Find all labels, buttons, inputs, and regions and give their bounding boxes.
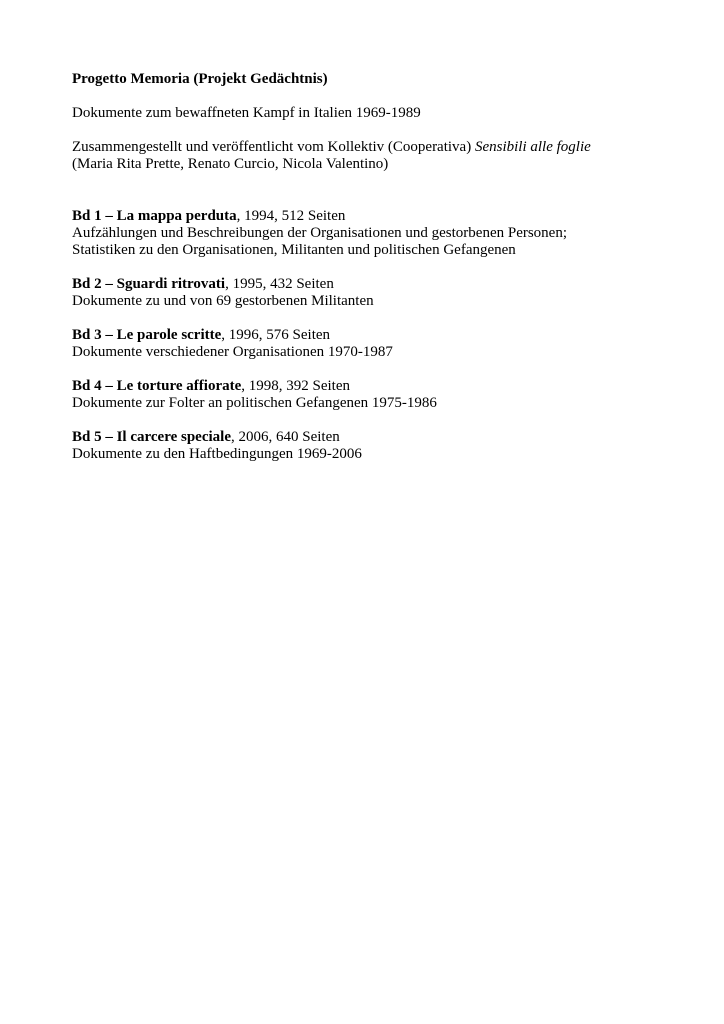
collective-name: Sensibili alle foglie [474, 139, 591, 155]
volume-heading [72, 378, 672, 395]
volume-name: Bd 3 – Le parole scritte [72, 327, 222, 343]
volume-description: Dokumente verschiedener Organisationen 1970-1987 [72, 344, 393, 360]
volume-description: Dokumente zu den Haftbedingungen 1969-2006 [72, 446, 362, 462]
volume-meta: , 1994, 512 Seiten [236, 208, 346, 224]
volume-meta: , 1995, 432 Seiten [225, 276, 334, 292]
authors-line: (Maria Rita Prette, Renato Curcio, Nicola Valentino) [72, 156, 389, 172]
volume-heading [72, 327, 672, 344]
volume-name: Bd 2 – Sguardi ritrovati [72, 276, 226, 292]
compiled-by-line [72, 139, 672, 156]
volume-name: Bd 5 – Il carcere speciale [72, 429, 231, 445]
volume-item [72, 378, 672, 412]
compiled-by-prefix: Zusammengestellt und veröffentlicht vom Kollektiv (Cooperativa) [72, 139, 475, 155]
volume-meta: , 1996, 576 Seiten [221, 327, 331, 343]
volume-list [72, 208, 672, 463]
volume-description: Aufzählungen und Beschreibungen der Organisationen und gestorbenen Personen; [72, 225, 568, 241]
volume-item [72, 276, 672, 310]
volume-description: Dokumente zur Folter an politischen Gefangenen 1975-1986 [72, 395, 437, 411]
document-title: Progetto Memoria (Projekt Gedächtnis) [72, 71, 328, 87]
volume-name: Bd 1 – La mappa perduta [72, 208, 237, 224]
volume-heading [72, 208, 672, 225]
document-page [72, 71, 672, 463]
document-subtitle: Dokumente zum bewaffneten Kampf in Italien 1969-1989 [72, 105, 421, 121]
volume-heading [72, 276, 672, 293]
volume-item [72, 327, 672, 361]
volume-item [72, 208, 672, 259]
volume-description: Dokumente zu und von 69 gestorbenen Militanten [72, 293, 374, 309]
volume-meta: , 2006, 640 Seiten [231, 429, 340, 445]
volume-name: Bd 4 – Le torture affiorate [72, 378, 242, 394]
volume-item [72, 429, 672, 463]
volume-heading [72, 429, 672, 446]
volume-description: Statistiken zu den Organisationen, Militanten und politischen Gefangenen [72, 242, 516, 258]
volume-meta: , 1998, 392 Seiten [241, 378, 351, 394]
